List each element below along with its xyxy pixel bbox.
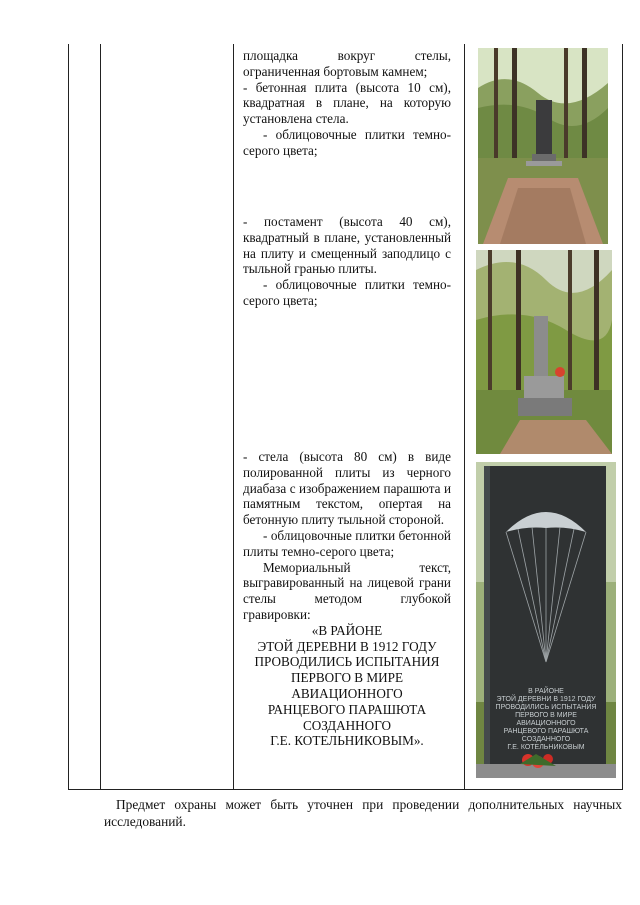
stone-text-line: ПЕРВОГО В МИРЕ [515,712,577,719]
inscription-line: ЭТОЙ ДЕРЕВНИ В 1912 ГОДУ [257,638,437,654]
text-line: Мемориальный текст, выгравированный на лицевой грани стелы методом глубокой гравировки: [243,559,451,622]
footer-note [104,796,622,830]
inscription-line: Г.Е. КОТЕЛЬНИКОВЫМ». [270,733,424,749]
stone-text-line: ПРОВОДИЛИСЬ ИСПЫТАНИЯ [495,704,597,711]
stone-text-line: АВИАЦИОННОГО [516,720,576,727]
table-border-col3 [464,44,465,790]
memorial-inscription [243,623,451,749]
inscription-line: СОЗДАННОГО [302,717,392,733]
stone-text-line: ЭТОЙ ДЕРЕВНИ В 1912 ГОДУ [496,696,596,703]
table-border-col2 [233,44,234,790]
table-border-bottom [68,789,623,790]
table [68,44,623,790]
footer-text: Предмет охраны может быть уточнен при проведении дополнительных научных исследований. [104,797,622,829]
inscription-line: РАНЦЕВОГО ПАРАШЮТА [267,701,427,717]
inscription-line: ПРОВОДИЛИСЬ ИСПЫТАНИЯ [254,654,440,670]
text-block-2 [243,214,451,309]
table-border-right [622,44,623,790]
text-line: - облицовочные плитки темно-серого цвета; [243,277,451,308]
photo-stele-overview [478,48,608,244]
photo-stele-side [476,250,612,454]
stone-text-line: Г.Е. КОТЕЛЬНИКОВЫМ [507,744,585,751]
stone-text-line: СОЗДАННОГО [521,736,571,743]
inscription-line: «В РАЙОНЕ [311,622,383,638]
photo-stele-front [476,462,616,778]
text-line: - облицовочные плитки темно-серого цвета; [243,126,451,158]
stone-text-line: РАНЦЕВОГО ПАРАШЮТА [503,728,589,735]
text-line: площадка вокруг стелы, ограниченная бортовым камнем; [243,48,451,79]
text-line: - постамент (высота 40 см), квадратный в плане, установленный на плиту и смещенный заподлицо с тыльной гранью плиты. [243,214,451,277]
text-block-1 [243,48,451,159]
text-line: - стела (высота 80 см) в виде полированной плиты из черного диабаза с изображением парашюта и памятным текстом, опертая на бетонную плиту тыльной стороной. [243,449,451,528]
text-block-3 [243,449,451,749]
table-border-col1 [100,44,101,790]
table-border-left [68,44,69,790]
stone-text-line: В РАЙОНЕ [528,688,564,695]
text-line: - бетонная плита (высота 10 см), квадратная в плане, на которую установлена стела. [243,79,451,127]
inscription-line: АВИАЦИОННОГО [291,685,403,701]
text-line: - облицовочные плитки бетонной плиты темно-серого цвета; [243,527,451,559]
inscription-line: ПЕРВОГО В МИРЕ [290,670,404,686]
